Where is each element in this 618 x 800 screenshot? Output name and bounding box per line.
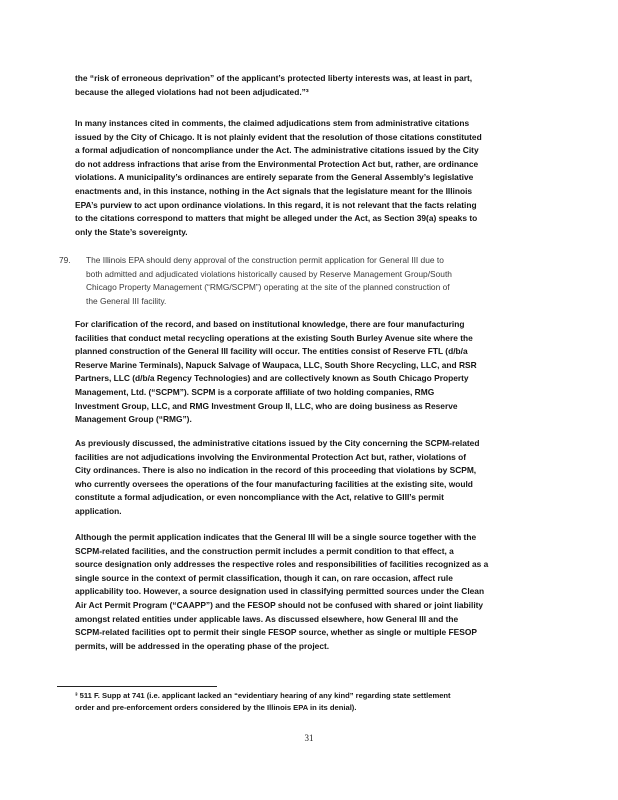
text-line: facilities that conduct metal recycling operations at the existing South Burley Avenue site where the bbox=[75, 332, 473, 343]
footnote-line: ³ 511 F. Supp at 741 (i.e. applicant lacked an “evidentiary hearing of any kind” regarding state settlement bbox=[75, 691, 451, 700]
text-line: application. bbox=[75, 505, 122, 516]
text-line: Investment Group, LLC, and RMG Investment Group II, LLC, who are doing business as Reserve bbox=[75, 400, 458, 411]
paragraph-ordinance-citations bbox=[75, 117, 548, 239]
text-line: who currently oversees the operations of the four manufacturing facilities at the existing site, would bbox=[75, 478, 473, 489]
text-line: both admitted and adjudicated violations historically caused by Reserve Management Group/South bbox=[86, 268, 452, 279]
text-line: Although the permit application indicates that the General III will be a single source together with the bbox=[75, 532, 477, 542]
footnote bbox=[75, 690, 548, 715]
text-line: amongst related entities under applicable laws. As discussed elsewhere, how General III and the bbox=[75, 613, 459, 624]
text-line: the “risk of erroneous deprivation” of the applicant’s protected liberty interests was, at least in part, bbox=[75, 73, 473, 83]
item-number: 79. bbox=[59, 255, 71, 265]
text-line: source designation only addresses the respective roles and responsibilities of facilities recognized as a bbox=[75, 559, 489, 570]
text-line: Management Group (“RMG”). bbox=[75, 414, 192, 425]
text-line: the General III facility. bbox=[86, 295, 167, 306]
text-line: violations. A municipality’s ordinances are entirely separate from the General Assembly’s legislative bbox=[75, 172, 474, 183]
text-line: because the alleged violations had not been adjudicated.”³ bbox=[75, 86, 309, 97]
intro-paragraph bbox=[75, 72, 548, 99]
text-line: City ordinances. There is also no indication in the record of this proceeding that violations by SCPM, bbox=[75, 465, 477, 476]
text-line: For clarification of the record, and based on institutional knowledge, there are four manufacturing bbox=[75, 319, 465, 329]
text-line: to the citations correspond to matters that might be alleged under the Act, as Section 39(a) speaks to bbox=[75, 213, 478, 224]
text-line: The Illinois EPA should deny approval of the construction permit application for General III due to bbox=[86, 255, 444, 265]
text-line: constitute a formal adjudication, or even noncompliance with the Act, relative to GIII’s permit bbox=[75, 492, 444, 503]
text-line: Chicago Property Management (“RMG/SCPM”) operating at the site of the planned construction of bbox=[86, 282, 450, 293]
text-line: applicability too. However, a source designation used in classifying permitted sources under the Clean bbox=[75, 586, 485, 597]
footnote-line: order and pre-enforcement orders considered by the Illinois EPA in its denial). bbox=[75, 703, 357, 713]
paragraph-previously-discussed bbox=[75, 437, 548, 519]
text-line: SCPM-related facilities, and the construction permit includes a permit condition to that effect, a bbox=[75, 545, 454, 556]
text-line: issued by the City of Chicago. It is not plainly evident that the resolution of those citations constituted bbox=[75, 131, 482, 142]
text-line: Reserve Marine Terminals), Napuck Salvage of Waupaca, LLC, South Shore Recycling, LLC, and RSR bbox=[75, 359, 477, 370]
footnote-divider bbox=[57, 686, 217, 687]
text-line: SCPM-related facilities opt to permit their single FESOP source, whether as single or multiple FESOP bbox=[75, 627, 477, 638]
paragraph-clarification bbox=[75, 318, 548, 427]
text-line: only the State’s sovereignty. bbox=[75, 226, 188, 237]
text-line: In many instances cited in comments, the claimed adjudications stem from administrative citations bbox=[75, 118, 470, 128]
text-line: a formal adjudication of noncompliance under the Act. The administrative citations issued by the City bbox=[75, 145, 479, 156]
page-number: 31 bbox=[304, 733, 314, 743]
paragraph-single-source bbox=[75, 531, 548, 653]
text-line: Management, Ltd. (“SCPM”). SCPM is a corporate affiliate of two holding companies, RMG bbox=[75, 386, 435, 397]
text-line: enactments and, in this instance, nothing in the Act signals that the legislature meant for the Illinois bbox=[75, 185, 473, 196]
text-line: do not address infractions that arise from the Environmental Protection Act but, rather, are ordinance bbox=[75, 158, 479, 169]
text-line: permits, will be addressed in the operating phase of the project. bbox=[75, 640, 330, 651]
text-line: As previously discussed, the administrative citations issued by the City concerning the SCPM-related bbox=[75, 438, 480, 448]
text-line: Partners, LLC (d/b/a Regency Technologies) and are collectively known as South Chicago Property bbox=[75, 373, 469, 384]
text-line: Air Act Permit Program (“CAAPP”) and the FESOP should not be confused with shared or joint liability bbox=[75, 599, 484, 610]
comment-79 bbox=[86, 254, 548, 308]
text-line: EPA’s purview to act upon ordinance violations. In this regard, it is not relevant that the facts relating bbox=[75, 199, 477, 210]
text-line: planned construction of the General III facility will occur. The entities consist of Reserve FTL (d/b/a bbox=[75, 346, 468, 357]
text-line: single source in the context of permit classification, though it can, on rare occasion, affect rule bbox=[75, 572, 453, 583]
text-line: facilities are not adjudications involving the Environmental Protection Act but, rather, violations of bbox=[75, 451, 467, 462]
